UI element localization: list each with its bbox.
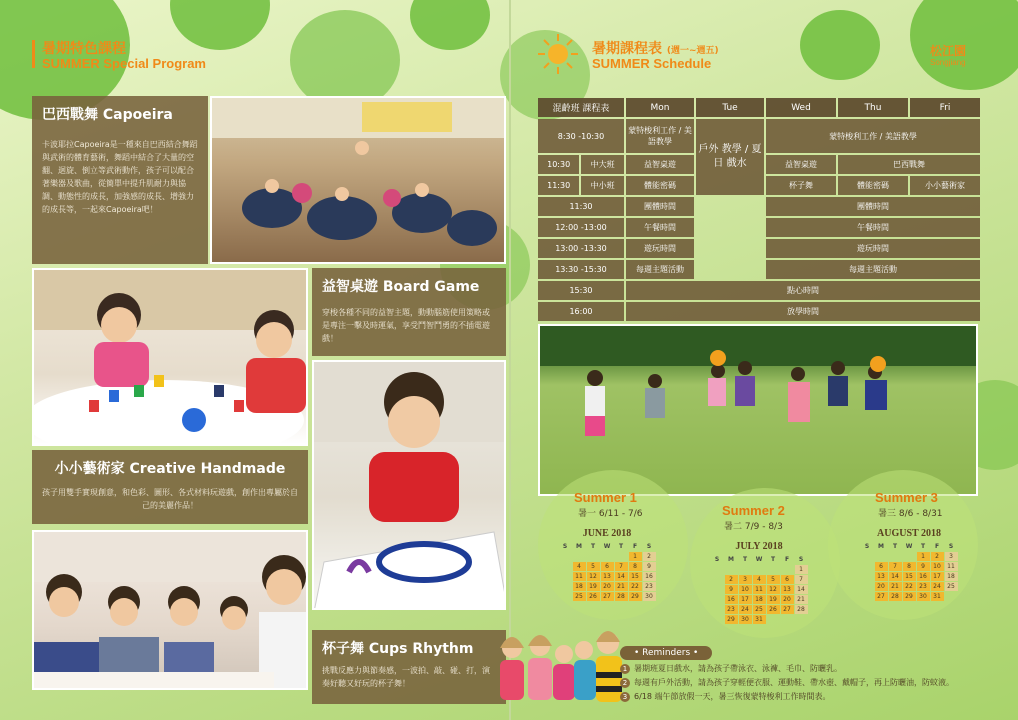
calendar-day (601, 552, 614, 561)
right-title-en: SUMMER Schedule (592, 56, 712, 71)
right-title-zh (592, 38, 719, 58)
calendar-weekday: W (755, 556, 763, 563)
calendar-day (615, 552, 628, 561)
calendar-day: 7 (615, 562, 628, 571)
calendar-weekday: S (646, 543, 652, 550)
calendar-day: 6 (875, 562, 888, 571)
board-game-box (312, 268, 506, 356)
campus-zh: 松江園 (930, 44, 967, 58)
calendar-weekday: W (603, 543, 611, 550)
calendar-day (875, 552, 888, 561)
calendar-weekday: F (632, 543, 638, 550)
calendar-weekday: M (878, 543, 884, 550)
calendar-day: 28 (615, 592, 628, 601)
calendar-day (861, 582, 874, 591)
session-2-title: Summer 2 (722, 503, 785, 518)
cups-box (312, 630, 506, 704)
calendar-weekday: S (798, 556, 804, 563)
calendar-day: 16 (725, 595, 738, 604)
calendar-day: 1 (917, 552, 930, 561)
schedule-cell: 遊玩時間 (766, 239, 980, 258)
class-cell: 中小班 (581, 176, 624, 195)
reminders-label: • Reminders • (620, 646, 712, 660)
calendar-day (767, 615, 780, 624)
reminder-number: 2 (620, 678, 630, 688)
calendar-day: 24 (739, 605, 752, 614)
reminders (620, 640, 1010, 702)
capoeira-photo (210, 96, 506, 264)
calendar-day: 3 (739, 575, 752, 584)
time-cell: 11:30 (538, 197, 624, 216)
calendar-day: 6 (601, 562, 614, 571)
schedule-cell: 遊玩時間 (626, 239, 694, 258)
handmade-box (32, 450, 308, 524)
calendar-day: 10 (739, 585, 752, 594)
calendar-day: 19 (767, 595, 780, 604)
calendar-day (711, 575, 724, 584)
left-title-en: SUMMER Special Program (42, 56, 206, 71)
calendar-day: 9 (917, 562, 930, 571)
handmade-photo-art (314, 362, 506, 610)
calendar-day: 17 (931, 572, 944, 581)
calendar-day (559, 552, 572, 561)
calendar-day: 9 (643, 562, 656, 571)
schedule-corner: 混齡班 課程表 (538, 98, 624, 117)
calendar-day: 27 (875, 592, 888, 601)
reminder-item (620, 663, 1010, 674)
calendar-day: 11 (573, 572, 586, 581)
calendar-day: 22 (903, 582, 916, 591)
calendar-day: 12 (767, 585, 780, 594)
calendar-day: 29 (629, 592, 642, 601)
calendar-day: 11 (945, 562, 958, 571)
calendar-day (559, 582, 572, 591)
capoeira-box (32, 96, 208, 264)
calendar-day (861, 592, 874, 601)
calendar-day: 15 (629, 572, 642, 581)
calendar-day: 28 (795, 605, 808, 614)
schedule-cell: 團體時間 (766, 197, 980, 216)
reminders-label-text: Reminders (642, 648, 691, 658)
calendar-day: 13 (601, 572, 614, 581)
reminder-text: 暑期班夏日戲水，請為孩子帶泳衣、泳褲、毛巾、防曬乳。 (634, 664, 842, 673)
time-cell: 13:30 -15:30 (538, 260, 624, 279)
calendar-day: 30 (643, 592, 656, 601)
campus-en: Songjiang (930, 58, 966, 67)
calendar-june (548, 528, 666, 602)
calendar-day: 23 (725, 605, 738, 614)
cups-photo (32, 530, 308, 690)
calendar-day: 7 (889, 562, 902, 571)
calendar-day: 2 (931, 552, 944, 561)
schedule-cell: 益智桌遊 (626, 155, 694, 174)
calendar-august (850, 528, 968, 602)
calendar-day: 21 (795, 595, 808, 604)
calendar-day: 25 (573, 592, 586, 601)
calendar-weekday: S (864, 543, 870, 550)
calendar-weekday: F (784, 556, 790, 563)
kids-photo (492, 628, 632, 720)
calendar-weekday: T (618, 543, 624, 550)
capoeira-desc: 卡波耶拉Capoeira是一種來自巴西結合舞蹈與武術的體育藝術，舞蹈中結合了大量的空翻、迴旋、倒立等武術動作，孩子可以配合著樂器及歌曲，從簡單中提升肌耐力與協調、動態性的成長，加強感的成長、增強力的成長等，一起來Capoeira吧！ (42, 140, 198, 214)
calendar-grid (860, 541, 959, 602)
handmade-desc: 孩子用雙手實現創意，和色彩、圖形、各式材料玩遊戲，創作出專屬於自己的美麗作品！ (42, 488, 298, 510)
right-title-sub: (週一~週五) (666, 46, 719, 56)
calendar-day: 27 (781, 605, 794, 614)
time-cell: 11:30 (538, 176, 579, 195)
calendar-day: 16 (643, 572, 656, 581)
reminder-text: 每週有戶外活動，請為孩子穿輕便衣服、運動鞋、帶水壺、戴帽子，再上防曬油，防蚊液。 (634, 678, 954, 687)
calendar-day: 17 (739, 595, 752, 604)
schedule-cell: 午餐時間 (626, 218, 694, 237)
calendar-weekday: S (948, 543, 954, 550)
handmade-photo (312, 360, 506, 610)
calendar-day: 1 (629, 552, 642, 561)
calendar-month-title: JUNE 2018 (582, 528, 632, 539)
time-cell: 12:00 -13:00 (538, 218, 624, 237)
calendar-day: 30 (739, 615, 752, 624)
reminder-item (620, 677, 1010, 688)
calendar-day: 18 (753, 595, 766, 604)
schedule-cell: 體能密碼 (626, 176, 694, 195)
board-game-desc: 穿梭各種不同的益智主題，動動腦筋使用策略或是專注一擊及時運氣，享受鬥智鬥勇的不插電遊戲！ (322, 308, 490, 343)
calendar-day: 31 (753, 615, 766, 624)
schedule-cell: 巴西戰舞 (838, 155, 980, 174)
calendar-day (559, 562, 572, 571)
schedule-cell: 點心時間 (626, 281, 980, 300)
capoeira-title: 巴西戰舞 Capoeira (42, 107, 173, 123)
calendar-day: 1 (795, 565, 808, 574)
calendar-day: 14 (615, 572, 628, 581)
calendar-grid (710, 554, 809, 625)
class-cell: 中大班 (581, 155, 624, 174)
calendar-day: 18 (945, 572, 958, 581)
calendar-day: 16 (917, 572, 930, 581)
calendar-day (587, 552, 600, 561)
capoeira-photo-art (212, 98, 506, 264)
calendar-day: 26 (767, 605, 780, 614)
schedule-cell: 杯子舞 (766, 176, 836, 195)
calendar-day (903, 552, 916, 561)
calendar-month-title: JULY 2018 (735, 541, 783, 552)
schedule-cell: 蒙特梭利工作 / 美語教學 (766, 119, 980, 153)
calendar-day: 11 (753, 585, 766, 594)
time-cell: 15:30 (538, 281, 624, 300)
schedule-cell: 團體時間 (626, 197, 694, 216)
calendar-day: 20 (875, 582, 888, 591)
calendar-weekday: T (770, 556, 776, 563)
calendar-weekday: M (576, 543, 582, 550)
calendar-day: 4 (753, 575, 766, 584)
schedule-cell: 益智桌遊 (766, 155, 836, 174)
calendar-day: 19 (587, 582, 600, 591)
right-title-main: 暑期課程表 (592, 41, 662, 57)
time-cell: 13:00 -13:30 (538, 239, 624, 258)
reminder-number: 1 (620, 664, 630, 674)
calendar-day: 18 (573, 582, 586, 591)
schedule-cell: 每週主題活動 (626, 260, 694, 279)
calendar-day (861, 562, 874, 571)
calendar-day (795, 615, 808, 624)
calendar-day (945, 592, 958, 601)
calendar-day: 21 (615, 582, 628, 591)
session-2-sub: 暑二 7/9 - 8/3 (724, 522, 783, 532)
reminder-number: 3 (620, 692, 630, 702)
calendar-day: 20 (781, 595, 794, 604)
session-1-title: Summer 1 (574, 490, 637, 505)
calendar-day: 30 (917, 592, 930, 601)
calendar-day: 20 (601, 582, 614, 591)
schedule-cell: 蒙特梭利工作 / 美語教學 (626, 119, 694, 153)
session-3-sub: 暑三 8/6 - 8/31 (878, 509, 943, 519)
calendar-weekday: S (562, 543, 568, 550)
page-fold (509, 0, 511, 720)
calendar-day (711, 565, 724, 574)
schedule-cell: 午餐時間 (766, 218, 980, 237)
calendar-day (781, 565, 794, 574)
decor-blob (290, 10, 400, 110)
calendar-weekday: T (892, 543, 898, 550)
schedule-cell-tue: 戶外 教學 / 夏日 戲水 (696, 119, 764, 195)
calendar-weekday: T (590, 543, 596, 550)
calendar-day (889, 552, 902, 561)
schedule-cell: 每週主題活動 (766, 260, 980, 279)
calendar-day: 2 (725, 575, 738, 584)
calendar-day (559, 592, 572, 601)
board-game-photo-art (34, 270, 308, 446)
kids-photo-art (492, 628, 632, 720)
calendar-july (700, 541, 818, 625)
calendar-day: 23 (917, 582, 930, 591)
calendar-day: 3 (945, 552, 958, 561)
cups-desc: 挑戰反應力與節奏感，一波拍、敲、碰、打，演奏好聽又好玩的杯子舞！ (322, 666, 490, 688)
handmade-title: 小小藝術家 Creative Handmade (54, 461, 286, 477)
calendar-day: 12 (587, 572, 600, 581)
calendar-day (725, 565, 738, 574)
calendar-day: 7 (795, 575, 808, 584)
time-cell: 16:00 (538, 302, 624, 321)
calendar-day: 14 (795, 585, 808, 594)
calendar-day (739, 565, 752, 574)
calendar-day (861, 572, 874, 581)
sun-icon (536, 32, 580, 76)
calendar-day: 31 (931, 592, 944, 601)
calendar-day: 4 (573, 562, 586, 571)
reminder-text: 6/18 端午節放假一天，暑三恢復蒙特梭利工作時間表。 (634, 692, 831, 701)
calendar-day (711, 595, 724, 604)
calendar-day (861, 552, 874, 561)
day-mon: Mon (626, 98, 694, 117)
calendar-day (559, 572, 572, 581)
calendar-day (711, 585, 724, 594)
calendar-day: 29 (903, 592, 916, 601)
calendar-day: 23 (643, 582, 656, 591)
calendar-weekday: F (934, 543, 940, 550)
calendar-month-title: AUGUST 2018 (877, 528, 941, 539)
board-game-title: 益智桌遊 Board Game (322, 279, 480, 295)
calendar-day (573, 552, 586, 561)
reminder-item (620, 691, 1010, 702)
cups-title: 杯子舞 Cups Rhythm (322, 641, 474, 657)
calendar-day: 6 (781, 575, 794, 584)
calendar-day: 22 (629, 582, 642, 591)
calendar-weekday: W (905, 543, 913, 550)
time-cell: 10:30 (538, 155, 579, 174)
calendar-day: 8 (903, 562, 916, 571)
day-thu: Thu (838, 98, 908, 117)
calendar-grid (558, 541, 657, 602)
calendar-day: 28 (889, 592, 902, 601)
session-1-sub: 暑一 6/11 - 7/6 (578, 509, 643, 519)
day-wed: Wed (766, 98, 836, 117)
calendar-day: 13 (875, 572, 888, 581)
calendar-day: 21 (889, 582, 902, 591)
decor-blob (800, 10, 880, 80)
time-cell: 8:30 -10:30 (538, 119, 624, 153)
calendar-weekday: M (728, 556, 734, 563)
day-fri: Fri (910, 98, 980, 117)
calendar-day: 29 (725, 615, 738, 624)
cups-photo-art (34, 532, 308, 690)
calendar-day: 9 (725, 585, 738, 594)
calendar-weekday: S (714, 556, 720, 563)
calendar-weekday: T (920, 543, 926, 550)
calendar-day: 5 (587, 562, 600, 571)
calendar-day: 25 (753, 605, 766, 614)
schedule-table (536, 96, 982, 323)
calendar-day: 15 (903, 572, 916, 581)
session-3-title: Summer 3 (875, 490, 938, 505)
calendar-day: 5 (767, 575, 780, 584)
calendar-day (767, 565, 780, 574)
calendar-day: 25 (945, 582, 958, 591)
calendar-day (781, 615, 794, 624)
calendar-day: 10 (931, 562, 944, 571)
calendar-day: 13 (781, 585, 794, 594)
calendar-day: 24 (931, 582, 944, 591)
schedule-cell: 小小藝術家 (910, 176, 980, 195)
calendar-day: 2 (643, 552, 656, 561)
calendar-day (711, 615, 724, 624)
calendar-day: 27 (601, 592, 614, 601)
board-game-photo (32, 268, 308, 446)
calendar-day: 8 (629, 562, 642, 571)
calendar-day: 26 (587, 592, 600, 601)
calendar-day (711, 605, 724, 614)
calendar-day: 14 (889, 572, 902, 581)
schedule-cell: 體能密碼 (838, 176, 908, 195)
left-title-zh: 暑期特色課程 (42, 41, 126, 57)
calendar-day (753, 565, 766, 574)
calendar-weekday: T (742, 556, 748, 563)
schedule-cell: 放學時間 (626, 302, 980, 321)
day-tue: Tue (696, 98, 764, 117)
left-title-bar (32, 40, 35, 68)
